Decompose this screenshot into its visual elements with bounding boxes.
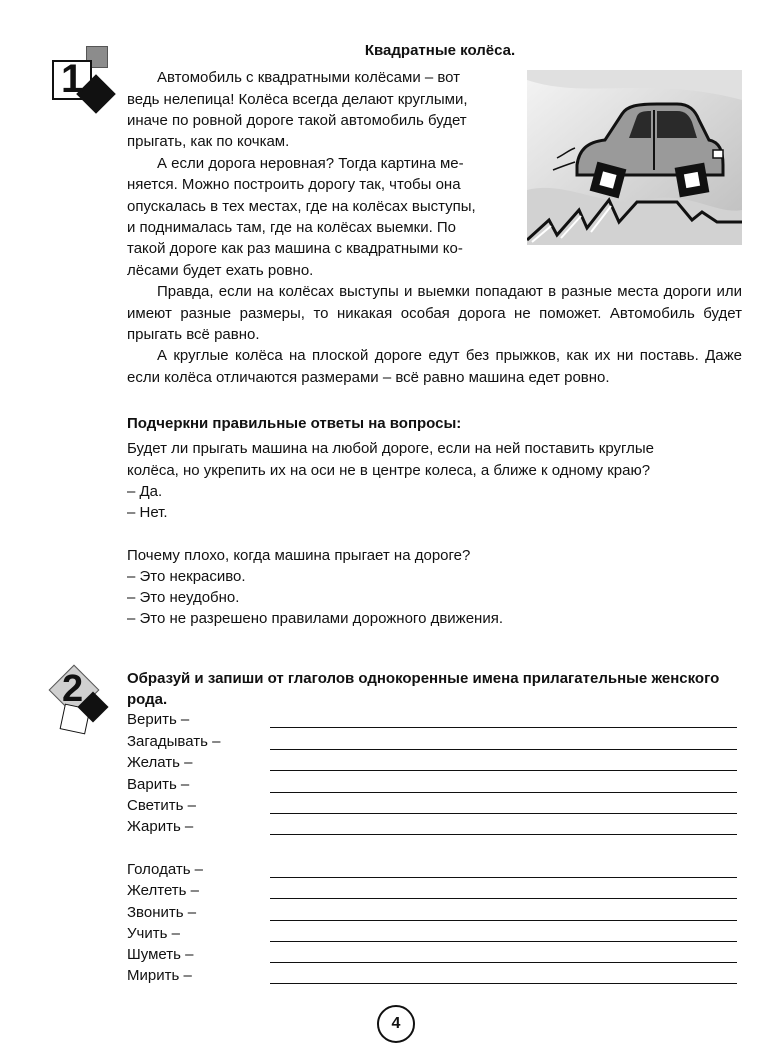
answer-line[interactable] [270, 727, 737, 728]
answer-option[interactable]: – Это некрасиво. [127, 568, 246, 585]
task-number: 1 [61, 57, 84, 101]
verb-label: Варить – [127, 776, 190, 793]
verb-label: Желтеть – [127, 882, 200, 899]
text-line: такой дороге как раз машина с квадратными ко- [127, 240, 463, 257]
word-row [127, 902, 737, 923]
verb-label: Звонить – [127, 904, 197, 921]
verb-label: Светить – [127, 797, 196, 814]
answer-option[interactable]: – Нет. [127, 504, 168, 521]
word-row [127, 816, 737, 837]
verb-label: Жарить – [127, 818, 194, 835]
page-number: 4 [377, 1005, 415, 1043]
answer-line[interactable] [270, 834, 737, 835]
question-1-line: Будет ли прыгать машина на любой дороге, если на ней поставить круглые [127, 440, 655, 457]
word-row [127, 859, 737, 880]
answer-option[interactable]: – Это не разрешено правилами дорожного движения. [127, 610, 504, 627]
word-row [127, 795, 737, 816]
verb-label: Верить – [127, 711, 190, 728]
text-line: Автомобиль с квадратными колёсами – вот [157, 69, 461, 86]
word-row [127, 774, 737, 795]
text-line: прыгать, как по кочкам. [127, 133, 290, 150]
paragraph-3: Правда, если на колёсах выступы и выемки попадают в разные места дороги или имеют разные размеры, то никакая особая дорога не поможет. Автомобиль будет прыгать всё равно. [127, 283, 742, 343]
answer-option[interactable]: – Это неудобно. [127, 589, 240, 606]
text-line: А если дорога неровная? Тогда картина ме- [157, 155, 464, 172]
verb-label: Загадывать – [127, 733, 221, 750]
car-with-square-wheels-icon [527, 70, 742, 245]
verb-label: Желать – [127, 754, 193, 771]
question-1-line: колёса, но укрепить их на оси не в центре колеса, а ближе к одному краю? [127, 462, 651, 479]
task-number: 2 [62, 668, 84, 710]
answer-line[interactable] [270, 898, 737, 899]
answer-line[interactable] [270, 983, 737, 984]
text-line: лёсами будет ехать ровно. [127, 262, 314, 279]
answer-line[interactable] [270, 941, 737, 942]
answer-line[interactable] [270, 792, 737, 793]
verb-label: Шуметь – [127, 946, 194, 963]
task-number-badge-1 [52, 46, 122, 116]
word-row [127, 944, 737, 965]
verb-label: Мирить – [127, 967, 192, 984]
answer-line[interactable] [270, 770, 737, 771]
word-row [127, 752, 737, 773]
answer-line[interactable] [270, 962, 737, 963]
word-row [127, 965, 737, 986]
answer-option[interactable]: – Да. [127, 483, 163, 500]
answer-line[interactable] [270, 813, 737, 814]
word-row [127, 923, 737, 944]
task-number-badge-2 [56, 666, 126, 746]
answer-line[interactable] [270, 877, 737, 878]
answer-line[interactable] [270, 920, 737, 921]
text-line: и поднималась там, где на колёсах выемки. По [127, 219, 457, 236]
answer-line[interactable] [270, 749, 737, 750]
verb-label: Голодать – [127, 861, 204, 878]
questions-title: Подчеркни правильные ответы на вопросы: [127, 415, 462, 432]
text-line: ведь нелепица! Колёса всегда делают круглыми, [127, 91, 468, 108]
word-row [127, 880, 737, 901]
word-row [127, 709, 737, 730]
text-line: няется. Можно построить дорогу так, чтобы она [127, 176, 461, 193]
text-line: иначе по ровной дороге такой автомобиль будет [127, 112, 467, 129]
task2-title: Образуй и запиши от глаголов однокоренные имена прилагательные женского рода. [127, 670, 720, 708]
paragraph-4: А круглые колёса на плоской дороге едут без прыжков, как их ни поставь. Даже если колёса отличаются размерами – всё равно машина едет ровно. [127, 347, 742, 386]
verb-label: Учить – [127, 925, 180, 942]
text-line: опускалась в тех местах, где на колёсах выступы, [127, 198, 476, 215]
question-2: Почему плохо, когда машина прыгает на дороге? [127, 547, 471, 564]
word-row [127, 731, 737, 752]
task1-title: Квадратные колёса. [364, 42, 516, 59]
